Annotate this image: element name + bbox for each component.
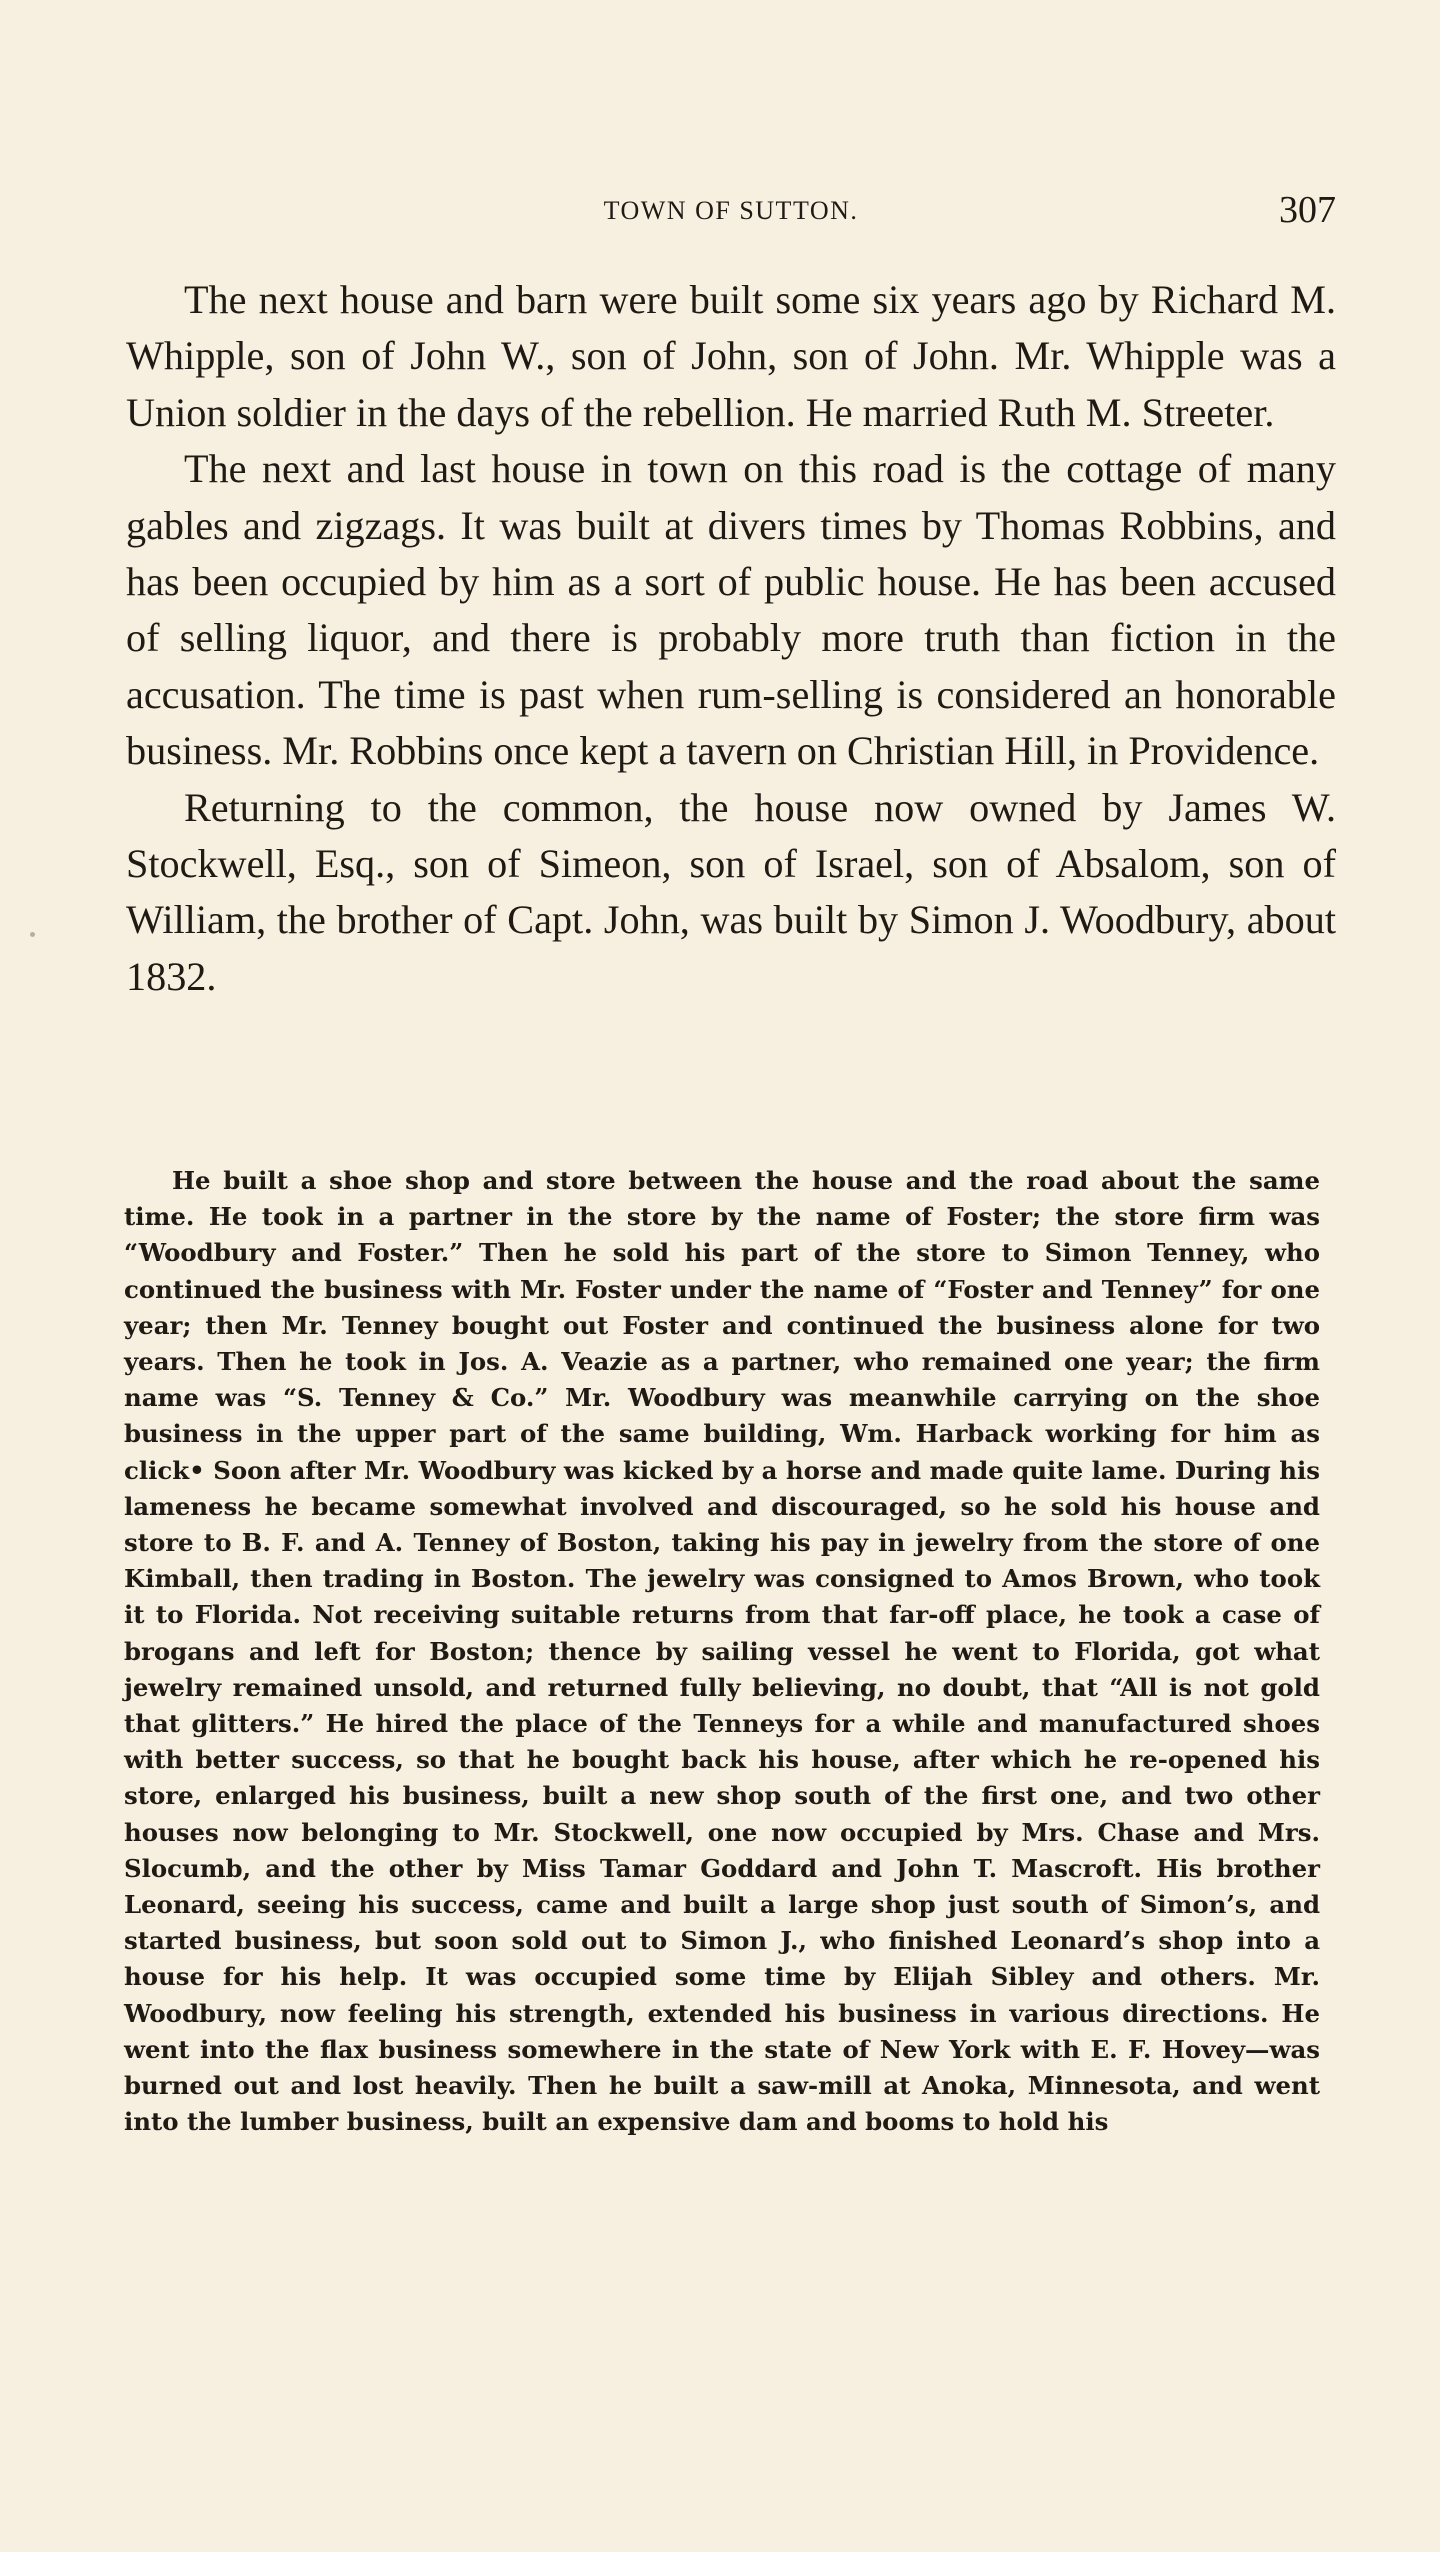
running-head — [126, 186, 1336, 236]
paragraph-robbins: The next and last house in town on this road is the cottage of many gables and zigzags. It was built at divers times by Thomas Robbins, and has been occupied by him as a sort of public house. He has been accused of selling liquor, and there is probably more truth than fiction in the accusation. The time is past when rum-selling is considered an honorable business. Mr. Robbins once kept a tavern on Christian Hill, in Providence. — [126, 446, 1336, 774]
paragraph-woodbury: He built a shoe shop and store between the house and the road about the same time. He took in a partner in the store by the name of Foster; the store firm was “Woodbury and Foster.” Then he sold his part of the store to Simon Tenney, who continued the business with Mr. Foster under the name of “Foster and Tenney” for one year; then Mr. Tenney bought out Foster and continued the business alone for two years. Then he took in Jos. A. Veazie as a partner, who remained one year; the firm name was “S. Tenney & Co.” Mr. Woodbury was meanwhile carrying on the shoe business in the upper part of the same building, Wm. Harback working for him as click• Soon after Mr. Woodbury was kicked by a horse and made quite lame. During his lameness he became somewhat involved and discouraged, so he sold his house and store to B. F. and A. Tenney of Boston, taking his pay in jewelry from the store of one Kimball, then trading in Boston. The jewelry was consigned to Amos Brown, who took it to Florida. Not receiving suitable returns from that far-off place, he took a case of brogans and left for Boston; thence by sailing vessel he went to Florida, got what jewelry remained unsold, and returned fully believing, no doubt, that “All is not gold that glitters.” He hired the place of the Tenneys for a while and manufactured shoes with better success, so that he bought back his house, after which he re-opened his store, enlarged his business, built a new shop south of the first one, and two other houses now belonging to Mr. Stockwell, one now occupied by Mrs. Chase and Mrs. Slocumb, and the other by Miss Tamar Goddard and John T. Mascroft. His brother Leonard, seeing his success, came and built a large shop just south of Simon’s, and started business, but soon sold out to Simon J., who finished Leonard’s shop into a house for his help. It was occupied some time by Elijah Sibley and others. Mr. Woodbury, now feeling his strength, extended his business in various directions. He went into the flax business somewhere in the state of New York with E. F. Hovey—was burned out and lost heavily. Then he built a saw-mill at Anoka, Minnesota, and went into the lumber business, built an expensive dam and booms to hold his — [124, 1166, 1320, 2137]
main-text-large — [126, 272, 1336, 1005]
running-title: TOWN OF SUTTON. — [603, 196, 859, 225]
page-number: 307 — [1279, 189, 1336, 231]
paragraph-stockwell: Returning to the common, the house now owned by James W. Stockwell, Esq., son of Simeon, son of Israel, son of Absalom, son of William, the brother of Capt. John, was built by Simon J. Woodbury, about 1832. — [126, 784, 1336, 999]
main-text-small — [124, 1163, 1320, 2140]
paragraph-whipple: The next house and barn were built some six years ago by Richard M. Whipple, son of John W., son of John, son of John. Mr. Whipple was a Union soldier in the days of the rebellion. He married Ruth M. Streeter. — [126, 277, 1336, 435]
paper-speck — [30, 932, 35, 937]
